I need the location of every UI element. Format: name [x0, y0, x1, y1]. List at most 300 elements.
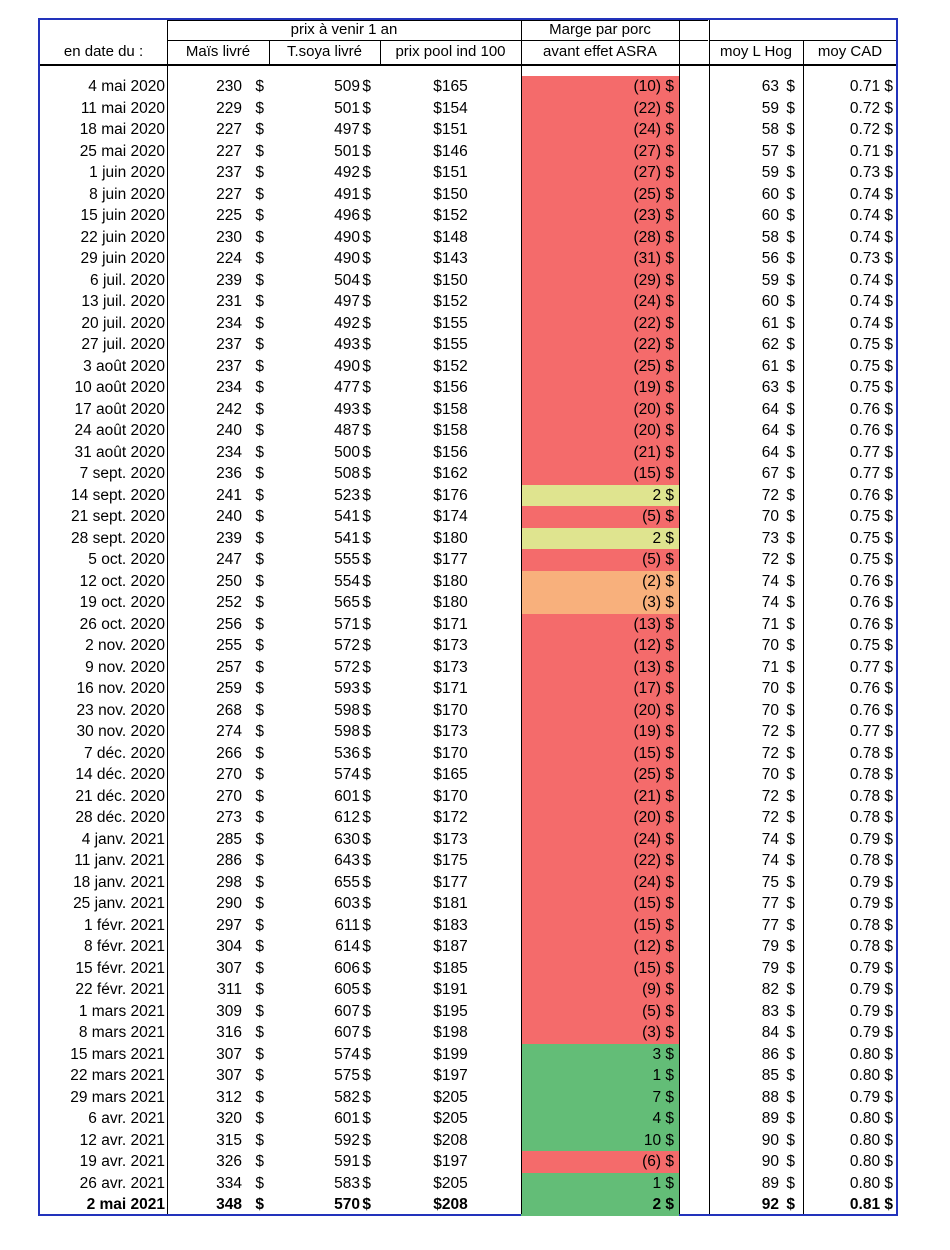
cell-mais: 297	[216, 916, 242, 934]
cell-soya: 493	[334, 336, 360, 353]
cell-date: 19 oct. 2020	[79, 594, 165, 611]
cell-soya: 493	[334, 400, 360, 418]
cell-cad: 0.79 $	[849, 895, 893, 912]
cell-soya: 570	[334, 1196, 360, 1213]
cell-soya: 490	[334, 228, 360, 246]
cell-cad: 0.76 $	[849, 486, 893, 504]
cell-mais: 241	[216, 486, 242, 504]
cell-marge: (24) $	[633, 873, 674, 891]
cell-pool: $205	[433, 1088, 468, 1106]
cell-mais: 234	[216, 379, 242, 396]
cell-mais: 307	[216, 959, 242, 977]
cell-mais-currency: $	[255, 981, 264, 998]
cell-hog-currency: $	[786, 938, 795, 955]
cell-date: 26 oct. 2020	[79, 615, 165, 633]
cell-marge: 2 $	[652, 1196, 674, 1213]
cell-hog: 59	[761, 99, 779, 117]
cell-mais: 227	[216, 142, 242, 160]
cell-hog-currency: $	[786, 293, 795, 310]
cell-mais: 311	[217, 981, 242, 998]
cell-soya-currency: $	[362, 594, 371, 611]
cell-hog: 57	[761, 142, 779, 160]
cell-mais: 315	[216, 1131, 242, 1149]
cell-marge: (22) $	[633, 336, 674, 353]
header-marge: avant effet ASRA	[543, 43, 657, 60]
cell-hog: 64	[761, 422, 779, 439]
cell-mais-currency: $	[255, 809, 264, 826]
cell-hog: 75	[761, 873, 779, 891]
cell-marge: (21) $	[633, 443, 674, 461]
cell-hog: 64	[761, 443, 779, 461]
cell-hog-currency: $	[786, 1174, 795, 1192]
spreadsheet-table	[38, 18, 898, 1216]
cell-pool: $197	[433, 1153, 468, 1170]
cell-mais-currency: $	[255, 852, 264, 869]
cell-hog: 74	[761, 830, 779, 848]
cell-cad: 0.79 $	[849, 1002, 893, 1020]
cell-mais: 290	[216, 895, 242, 912]
cell-mais-currency: $	[255, 830, 264, 848]
cell-hog: 58	[761, 121, 779, 138]
cell-hog-currency: $	[786, 594, 795, 611]
cell-mais: 230	[216, 78, 242, 95]
cell-pool: $177	[433, 551, 468, 568]
cell-soya-currency: $	[362, 1067, 371, 1084]
cell-pool: $183	[433, 916, 468, 934]
cell-hog-currency: $	[786, 723, 795, 740]
cell-hog: 77	[761, 895, 779, 912]
cell-soya-currency: $	[362, 443, 371, 461]
cell-soya-currency: $	[362, 1174, 371, 1192]
cell-mais: 270	[216, 787, 242, 805]
cell-cad: 0.79 $	[849, 830, 893, 848]
cell-soya-currency: $	[362, 959, 371, 977]
cell-hog: 63	[761, 78, 779, 95]
cell-cad: 0.78 $	[849, 809, 893, 826]
cell-hog: 84	[761, 1024, 779, 1041]
cell-pool: $181	[433, 895, 468, 912]
cell-soya-currency: $	[362, 701, 371, 719]
cell-soya-currency: $	[362, 809, 371, 826]
cell-mais-currency: $	[255, 465, 264, 482]
cell-marge: (5) $	[642, 1002, 674, 1020]
cell-mais: 307	[216, 1045, 242, 1063]
cell-hog: 86	[761, 1045, 779, 1063]
cell-mais-currency: $	[255, 164, 264, 181]
cell-cad: 0.79 $	[849, 873, 893, 891]
cell-hog-currency: $	[786, 873, 795, 891]
cell-cad: 0.79 $	[849, 959, 893, 977]
cell-mais-currency: $	[255, 938, 264, 955]
cell-hog-currency: $	[786, 680, 795, 697]
cell-date: 6 juil. 2020	[90, 271, 165, 289]
cell-pool: $156	[433, 443, 468, 461]
cell-mais: 239	[216, 529, 242, 547]
cell-soya: 582	[334, 1088, 360, 1106]
cell-soya-currency: $	[362, 422, 371, 439]
cell-mais-currency: $	[255, 594, 264, 611]
cell-soya-currency: $	[362, 916, 371, 934]
cell-marge: (15) $	[633, 916, 674, 934]
cell-mais-currency: $	[255, 250, 264, 267]
cell-mais-currency: $	[255, 357, 264, 375]
cell-date: 1 mars 2021	[78, 1002, 165, 1020]
cell-soya: 575	[334, 1067, 360, 1084]
cell-pool: $173	[433, 830, 468, 848]
cell-soya-currency: $	[362, 852, 371, 869]
cell-cad: 0.74 $	[849, 207, 893, 224]
cell-cad: 0.78 $	[849, 852, 893, 869]
cell-mais-currency: $	[255, 142, 264, 160]
cell-soya-currency: $	[362, 293, 371, 310]
cell-pool: $191	[433, 981, 468, 998]
cell-mais-currency: $	[255, 766, 264, 783]
cell-mais: 273	[216, 809, 242, 826]
cell-mais-currency: $	[255, 787, 264, 805]
header-hog: moy L Hog	[720, 43, 792, 60]
cell-cad: 0.75 $	[849, 336, 893, 353]
cell-date: 23 nov. 2020	[76, 701, 165, 719]
cell-marge: (3) $	[642, 594, 674, 611]
cell-mais: 307	[216, 1067, 242, 1084]
cell-date: 4 mai 2020	[88, 78, 165, 95]
cell-marge: (6) $	[642, 1153, 674, 1170]
cell-hog: 79	[761, 938, 779, 955]
cell-mais-currency: $	[255, 1196, 264, 1213]
cell-marge: 1 $	[652, 1174, 674, 1192]
cell-soya: 490	[334, 250, 360, 267]
cell-hog: 89	[761, 1174, 779, 1192]
cell-mais: 240	[216, 508, 242, 525]
cell-date: 12 avr. 2021	[79, 1131, 165, 1149]
cell-mais: 348	[216, 1196, 242, 1213]
cell-mais-currency: $	[255, 1153, 264, 1170]
cell-hog-currency: $	[786, 228, 795, 246]
cell-hog-currency: $	[786, 701, 795, 719]
cell-hog: 79	[761, 959, 779, 977]
cell-marge: (15) $	[633, 744, 674, 762]
cell-mais-currency: $	[255, 78, 264, 95]
cell-marge: (29) $	[633, 271, 674, 289]
cell-date: 2 nov. 2020	[85, 637, 165, 654]
cell-soya-currency: $	[362, 766, 371, 783]
col-line-marge	[679, 20, 680, 1214]
cell-marge: (15) $	[633, 465, 674, 482]
cell-marge: (9) $	[642, 981, 674, 998]
cell-hog: 60	[761, 207, 779, 224]
cell-date: 1 févr. 2021	[83, 916, 165, 934]
cell-pool: $208	[433, 1196, 468, 1213]
cell-mais: 225	[216, 207, 242, 224]
cell-soya-currency: $	[362, 250, 371, 267]
cell-mais-currency: $	[255, 422, 264, 439]
cell-soya: 509	[334, 78, 360, 95]
cell-soya: 555	[334, 551, 360, 568]
cell-cad: 0.77 $	[849, 658, 893, 676]
cell-pool: $152	[433, 357, 468, 375]
cell-mais-currency: $	[255, 314, 264, 332]
cell-date: 25 janv. 2021	[73, 895, 165, 912]
cell-mais: 237	[216, 357, 242, 375]
cell-mais-currency: $	[255, 486, 264, 504]
cell-pool: $170	[433, 787, 468, 805]
cell-soya-currency: $	[362, 185, 371, 203]
cell-pool: $175	[433, 852, 468, 869]
cell-hog: 70	[761, 680, 779, 697]
cell-mais: 227	[216, 121, 242, 138]
cell-pool: $173	[433, 723, 468, 740]
cell-soya-currency: $	[362, 164, 371, 181]
cell-date: 18 mai 2020	[79, 121, 165, 138]
cell-soya-currency: $	[362, 508, 371, 525]
cell-hog-currency: $	[786, 443, 795, 461]
cell-soya-currency: $	[362, 379, 371, 396]
cell-pool: $171	[433, 680, 468, 697]
cell-hog: 63	[761, 379, 779, 396]
cell-pool: $174	[433, 508, 468, 525]
cell-marge: (25) $	[633, 766, 674, 783]
cell-date: 25 mai 2020	[79, 142, 165, 160]
cell-soya-currency: $	[362, 1131, 371, 1149]
cell-mais-currency: $	[255, 1024, 264, 1041]
cell-mais-currency: $	[255, 959, 264, 977]
cell-cad: 0.78 $	[849, 787, 893, 805]
cell-mais-currency: $	[255, 744, 264, 762]
cell-soya-currency: $	[362, 1196, 371, 1213]
cell-cad: 0.74 $	[849, 185, 893, 203]
cell-hog: 72	[761, 744, 779, 762]
cell-soya-currency: $	[362, 551, 371, 568]
cell-soya-currency: $	[362, 78, 371, 95]
cell-soya-currency: $	[362, 637, 371, 654]
cell-cad: 0.76 $	[849, 400, 893, 418]
cell-soya: 591	[334, 1153, 360, 1170]
cell-hog: 60	[761, 293, 779, 310]
cell-hog-currency: $	[786, 916, 795, 934]
cell-marge: 3 $	[652, 1045, 674, 1063]
header-cad: moy CAD	[817, 43, 883, 60]
cell-date: 14 sept. 2020	[71, 486, 165, 504]
cell-mais: 257	[216, 658, 242, 676]
cell-date: 21 déc. 2020	[75, 787, 165, 805]
cell-mais-currency: $	[255, 228, 264, 246]
cell-cad: 0.77 $	[849, 465, 893, 482]
cell-marge: (28) $	[633, 228, 674, 246]
cell-cad: 0.72 $	[849, 99, 893, 117]
cell-hog-currency: $	[786, 959, 795, 977]
cell-date: 27 juil. 2020	[81, 336, 165, 353]
cell-pool: $146	[433, 142, 468, 160]
cell-hog: 82	[761, 981, 779, 998]
cell-date: 22 févr. 2021	[75, 981, 165, 998]
cell-mais: 286	[216, 852, 242, 869]
cell-pool: $173	[433, 637, 468, 654]
cell-soya: 500	[334, 443, 360, 461]
cell-soya: 504	[334, 271, 360, 289]
header-group-marge: Marge par porc	[549, 21, 651, 38]
cell-cad: 0.71 $	[849, 142, 893, 160]
cell-mais-currency: $	[255, 658, 264, 676]
cell-hog-currency: $	[786, 78, 795, 95]
cell-pool: $177	[433, 873, 468, 891]
cell-hog: 89	[761, 1110, 779, 1127]
cell-mais-currency: $	[255, 551, 264, 568]
cell-mais: 242	[216, 400, 242, 418]
cell-hog: 74	[761, 594, 779, 611]
cell-mais-currency: $	[255, 121, 264, 138]
cell-hog: 59	[761, 164, 779, 181]
cell-soya: 598	[334, 701, 360, 719]
cell-mais: 274	[216, 723, 242, 740]
cell-hog-currency: $	[786, 1196, 795, 1213]
cell-hog: 74	[761, 852, 779, 869]
cell-mais: 231	[216, 293, 242, 310]
cell-soya: 598	[334, 723, 360, 740]
cell-cad: 0.76 $	[849, 594, 893, 611]
cell-cad: 0.74 $	[849, 228, 893, 246]
cell-date: 1 juin 2020	[89, 164, 165, 181]
cell-hog: 72	[761, 486, 779, 504]
cell-mais-currency: $	[255, 1088, 264, 1106]
cell-pool: $205	[433, 1110, 468, 1127]
cell-pool: $185	[433, 959, 468, 977]
cell-hog: 85	[761, 1067, 779, 1084]
cell-soya-currency: $	[362, 895, 371, 912]
cell-soya: 491	[334, 185, 360, 203]
cell-pool: $171	[433, 615, 468, 633]
cell-marge: (22) $	[633, 314, 674, 332]
cell-soya-currency: $	[362, 830, 371, 848]
cell-soya-currency: $	[362, 873, 371, 891]
cell-hog-currency: $	[786, 164, 795, 181]
cell-soya: 605	[334, 981, 360, 998]
cell-pool: $195	[433, 1002, 468, 1020]
cell-pool: $148	[433, 228, 468, 246]
cell-pool: $151	[433, 164, 468, 181]
cell-cad: 0.74 $	[849, 293, 893, 310]
cell-mais-currency: $	[255, 723, 264, 740]
cell-hog-currency: $	[786, 400, 795, 418]
cell-cad: 0.80 $	[849, 1131, 893, 1149]
cell-hog: 72	[761, 787, 779, 805]
cell-cad: 0.75 $	[849, 529, 893, 547]
cell-cad: 0.78 $	[849, 916, 893, 934]
cell-soya: 536	[334, 744, 360, 762]
cell-soya-currency: $	[362, 938, 371, 955]
cell-cad: 0.80 $	[849, 1110, 893, 1127]
cell-hog-currency: $	[786, 658, 795, 676]
cell-marge: (13) $	[633, 658, 674, 676]
cell-soya-currency: $	[362, 615, 371, 633]
col-line-mais	[269, 40, 270, 64]
cell-hog-currency: $	[786, 572, 795, 590]
cell-cad: 0.78 $	[849, 766, 893, 783]
cell-cad: 0.80 $	[849, 1174, 893, 1192]
cell-hog-currency: $	[786, 1045, 795, 1063]
cell-marge: (23) $	[633, 207, 674, 224]
cell-date: 15 juin 2020	[80, 207, 165, 224]
cell-soya-currency: $	[362, 400, 371, 418]
cell-soya: 496	[334, 207, 360, 224]
cell-mais: 250	[216, 572, 242, 590]
cell-cad: 0.80 $	[849, 1067, 893, 1084]
cell-hog: 70	[761, 701, 779, 719]
cell-mais-currency: $	[255, 379, 264, 396]
cell-hog-currency: $	[786, 486, 795, 504]
cell-marge: (20) $	[633, 809, 674, 826]
cell-soya: 614	[334, 938, 360, 955]
cell-hog: 88	[761, 1088, 779, 1106]
cell-hog-currency: $	[786, 551, 795, 568]
cell-mais: 234	[216, 443, 242, 461]
cell-hog-currency: $	[786, 1002, 795, 1020]
cell-mais: 234	[216, 314, 242, 332]
cell-soya-currency: $	[362, 1045, 371, 1063]
cell-marge: 10 $	[643, 1131, 674, 1149]
cell-mais: 227	[216, 185, 242, 203]
cell-date: 8 juin 2020	[89, 185, 165, 203]
cell-mais: 309	[216, 1002, 242, 1020]
cell-hog: 61	[761, 314, 779, 332]
cell-pool: $172	[433, 809, 468, 826]
cell-soya-currency: $	[362, 1110, 371, 1127]
cell-hog-currency: $	[786, 615, 795, 633]
cell-mais: 285	[216, 830, 242, 848]
cell-hog: 56	[761, 250, 779, 267]
cell-hog: 59	[761, 271, 779, 289]
cell-mais-currency: $	[255, 916, 264, 934]
header-group-prix: prix à venir 1 an	[290, 21, 398, 38]
cell-pool: $205	[433, 1174, 468, 1192]
cell-cad: 0.76 $	[849, 572, 893, 590]
cell-pool: $155	[433, 336, 468, 353]
cell-hog-currency: $	[786, 465, 795, 482]
cell-cad: 0.75 $	[849, 508, 893, 525]
cell-cad: 0.79 $	[849, 1088, 893, 1106]
cell-pool: $199	[433, 1045, 468, 1063]
cell-soya: 603	[334, 895, 360, 912]
cell-date: 29 mars 2021	[70, 1088, 165, 1106]
cell-soya: 497	[334, 293, 360, 310]
cell-date: 11 mai 2020	[80, 99, 165, 117]
cell-soya-currency: $	[362, 1024, 371, 1041]
cell-hog: 74	[761, 572, 779, 590]
cell-date: 31 août 2020	[74, 443, 165, 461]
cell-mais-currency: $	[255, 1131, 264, 1149]
cell-pool: $170	[433, 701, 468, 719]
col-line-gap	[709, 20, 710, 1214]
cell-date: 30 nov. 2020	[76, 723, 165, 740]
cell-hog: 60	[761, 185, 779, 203]
cell-soya: 541	[334, 529, 360, 547]
cell-pool: $187	[433, 938, 468, 955]
cell-soya-currency: $	[362, 680, 371, 697]
cell-pool: $170	[433, 744, 468, 762]
cell-cad: 0.79 $	[849, 981, 893, 998]
cell-date: 22 mars 2021	[70, 1067, 165, 1084]
cell-pool: $208	[433, 1131, 468, 1149]
cell-hog: 70	[761, 637, 779, 654]
cell-cad: 0.74 $	[849, 271, 893, 289]
cell-mais: 240	[216, 422, 242, 439]
cell-soya: 572	[334, 637, 360, 654]
cell-marge: 7 $	[652, 1088, 674, 1106]
cell-hog-currency: $	[786, 250, 795, 267]
cell-hog-currency: $	[786, 637, 795, 654]
cell-hog: 90	[761, 1153, 779, 1170]
cell-marge: (27) $	[633, 164, 674, 181]
cell-hog: 73	[761, 529, 779, 547]
